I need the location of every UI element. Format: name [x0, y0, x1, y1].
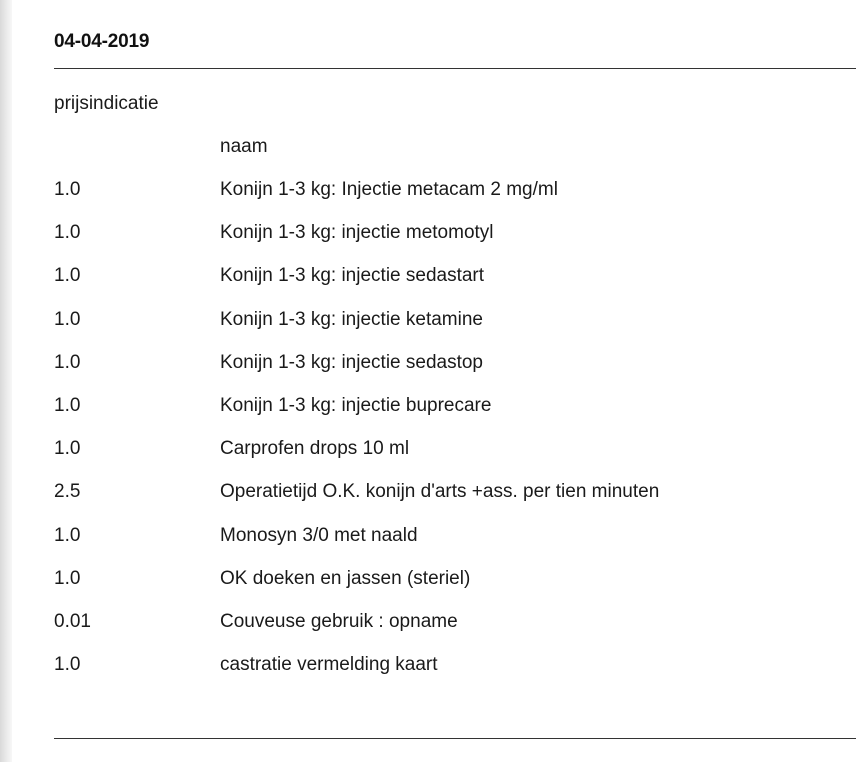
item-quantity: 1.0 [54, 654, 81, 676]
list-item [54, 611, 659, 654]
item-name: Konijn 1-3 kg: injectie metomotyl [220, 222, 494, 244]
item-name: Konijn 1-3 kg: injectie sedastart [220, 265, 485, 287]
item-quantity: 1.0 [54, 308, 81, 330]
list-item [54, 309, 659, 352]
list-item [54, 525, 659, 568]
item-name: Couveuse gebruik : opname [220, 610, 458, 632]
column-heading-name: naam [220, 136, 268, 157]
item-quantity: 1.0 [54, 394, 81, 416]
list-item [54, 179, 659, 222]
page-left-edge [0, 0, 12, 762]
item-name: castratie vermelding kaart [220, 654, 438, 676]
item-name: Operatietijd O.K. konijn d'arts +ass. per tien minuten [220, 481, 660, 503]
document-page [12, 0, 856, 762]
item-quantity: 1.0 [54, 524, 81, 546]
item-name: OK doeken en jassen (steriel) [220, 567, 471, 589]
item-quantity: 0.01 [54, 610, 91, 632]
list-item [54, 654, 659, 697]
item-quantity: 1.0 [54, 438, 81, 460]
list-item [54, 352, 659, 395]
footer-divider [54, 738, 856, 739]
list-item [54, 568, 659, 611]
list-item [54, 438, 659, 481]
header-divider [54, 68, 856, 69]
item-quantity: 1.0 [54, 351, 81, 373]
item-quantity: 1.0 [54, 265, 81, 287]
item-quantity: 1.0 [54, 179, 81, 200]
item-quantity: 1.0 [54, 567, 81, 589]
item-quantity: 2.5 [54, 481, 81, 503]
section-heading: prijsindicatie [54, 93, 159, 114]
list-item [54, 481, 659, 524]
list-item [54, 265, 659, 308]
item-name: Konijn 1-3 kg: Injectie metacam 2 mg/ml [220, 179, 558, 200]
price-list [54, 179, 659, 697]
document-date: 04-04-2019 [54, 31, 150, 52]
item-name: Konijn 1-3 kg: injectie ketamine [220, 308, 483, 330]
item-name: Konijn 1-3 kg: injectie buprecare [220, 394, 492, 416]
list-item [54, 222, 659, 265]
item-name: Konijn 1-3 kg: injectie sedastop [220, 351, 483, 373]
list-item [54, 395, 659, 438]
item-quantity: 1.0 [54, 222, 81, 244]
item-name: Carprofen drops 10 ml [220, 438, 410, 460]
item-name: Monosyn 3/0 met naald [220, 524, 418, 546]
